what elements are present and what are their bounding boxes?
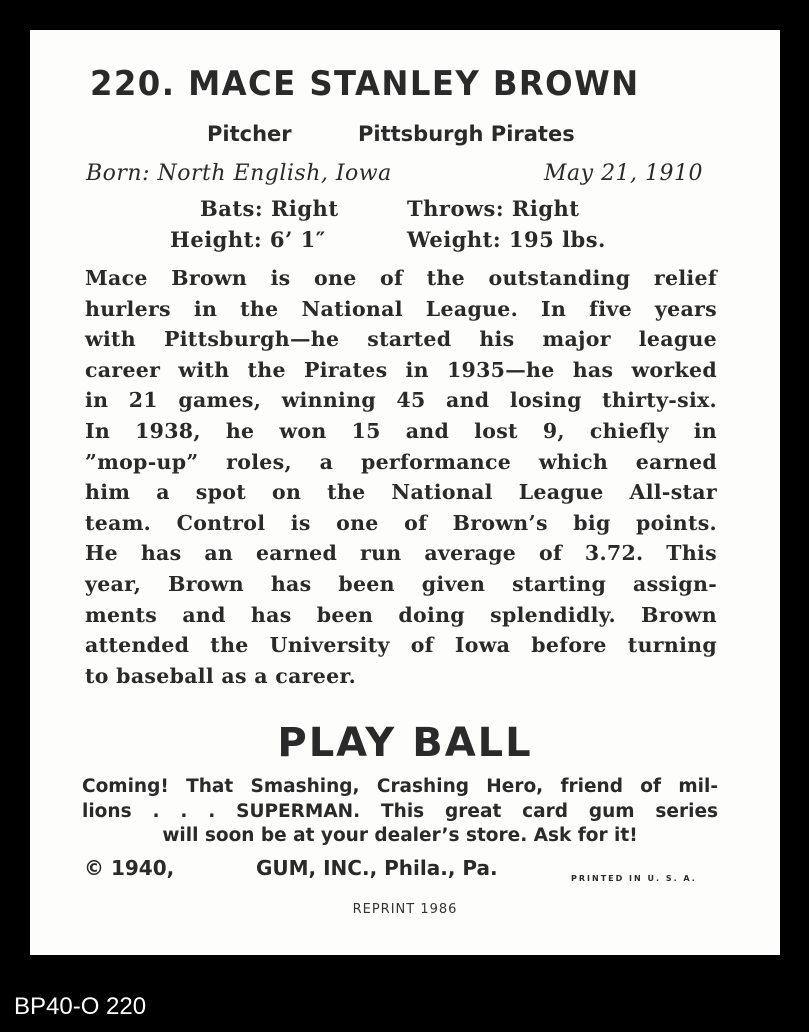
bio-line: He has an earned run average of 3.72. This (85, 541, 717, 566)
bio-line: ments and has been doing splendidly. Brown (85, 602, 717, 627)
height: Height: 6’ 1″ (170, 227, 326, 252)
catalog-caption: BP40-O 220 (14, 993, 147, 1020)
bio-line: year, Brown has been given starting assign- (85, 571, 717, 596)
card-title: 220. MACE STANLEY BROWN (90, 64, 640, 104)
printed-in: PRINTED IN U. S. A. (571, 874, 697, 883)
bio-line: with Pittsburgh—he started his major league (85, 327, 717, 352)
publisher: GUM, INC., Phila., Pa. (256, 856, 498, 880)
bats: Bats: Right (200, 196, 339, 221)
weight: Weight: 195 lbs. (407, 227, 606, 252)
bio-line: ”mop-up” roles, a performance which earned (85, 449, 717, 474)
promo-line: will soon be at your dealer’s store. Ask for it! (162, 825, 638, 846)
bio-line: in 21 games, winning 45 and losing thirty-six. (85, 388, 717, 413)
copyright: © 1940, (84, 856, 175, 880)
bio-line: him a spot on the National League All-star (85, 480, 717, 505)
bio-line: attended the University of Iowa before turning (85, 633, 717, 658)
promo-text (82, 775, 718, 849)
player-team: Pittsburgh Pirates (358, 122, 575, 146)
brand-heading: PLAY BALL (277, 720, 533, 766)
baseball-card-back (30, 30, 780, 955)
promo-line: Coming! That Smashing, Crashing Hero, friend of mil- (82, 776, 718, 797)
player-position: Pitcher (207, 122, 292, 146)
birthplace: Born: North English, Iowa (86, 161, 392, 186)
bio-line: Mace Brown is one of the outstanding relief (85, 266, 717, 290)
bio-line: hurlers in the National League. In five years (85, 296, 717, 321)
biography (85, 263, 717, 691)
birth-date: May 21, 1910 (544, 161, 704, 186)
bio-line: team. Control is one of Brown’s big points. (85, 510, 717, 535)
promo-line: lions . . . SUPERMAN. This great card gum series (82, 800, 718, 822)
bio-line: to baseball as a career. (85, 663, 357, 688)
throws: Throws: Right (407, 196, 580, 221)
bio-line: career with the Pirates in 1935—he has worked (85, 357, 717, 382)
bio-line: In 1938, he won 15 and lost 9, chiefly in (85, 418, 717, 443)
reprint-note: REPRINT 1986 (352, 902, 458, 917)
